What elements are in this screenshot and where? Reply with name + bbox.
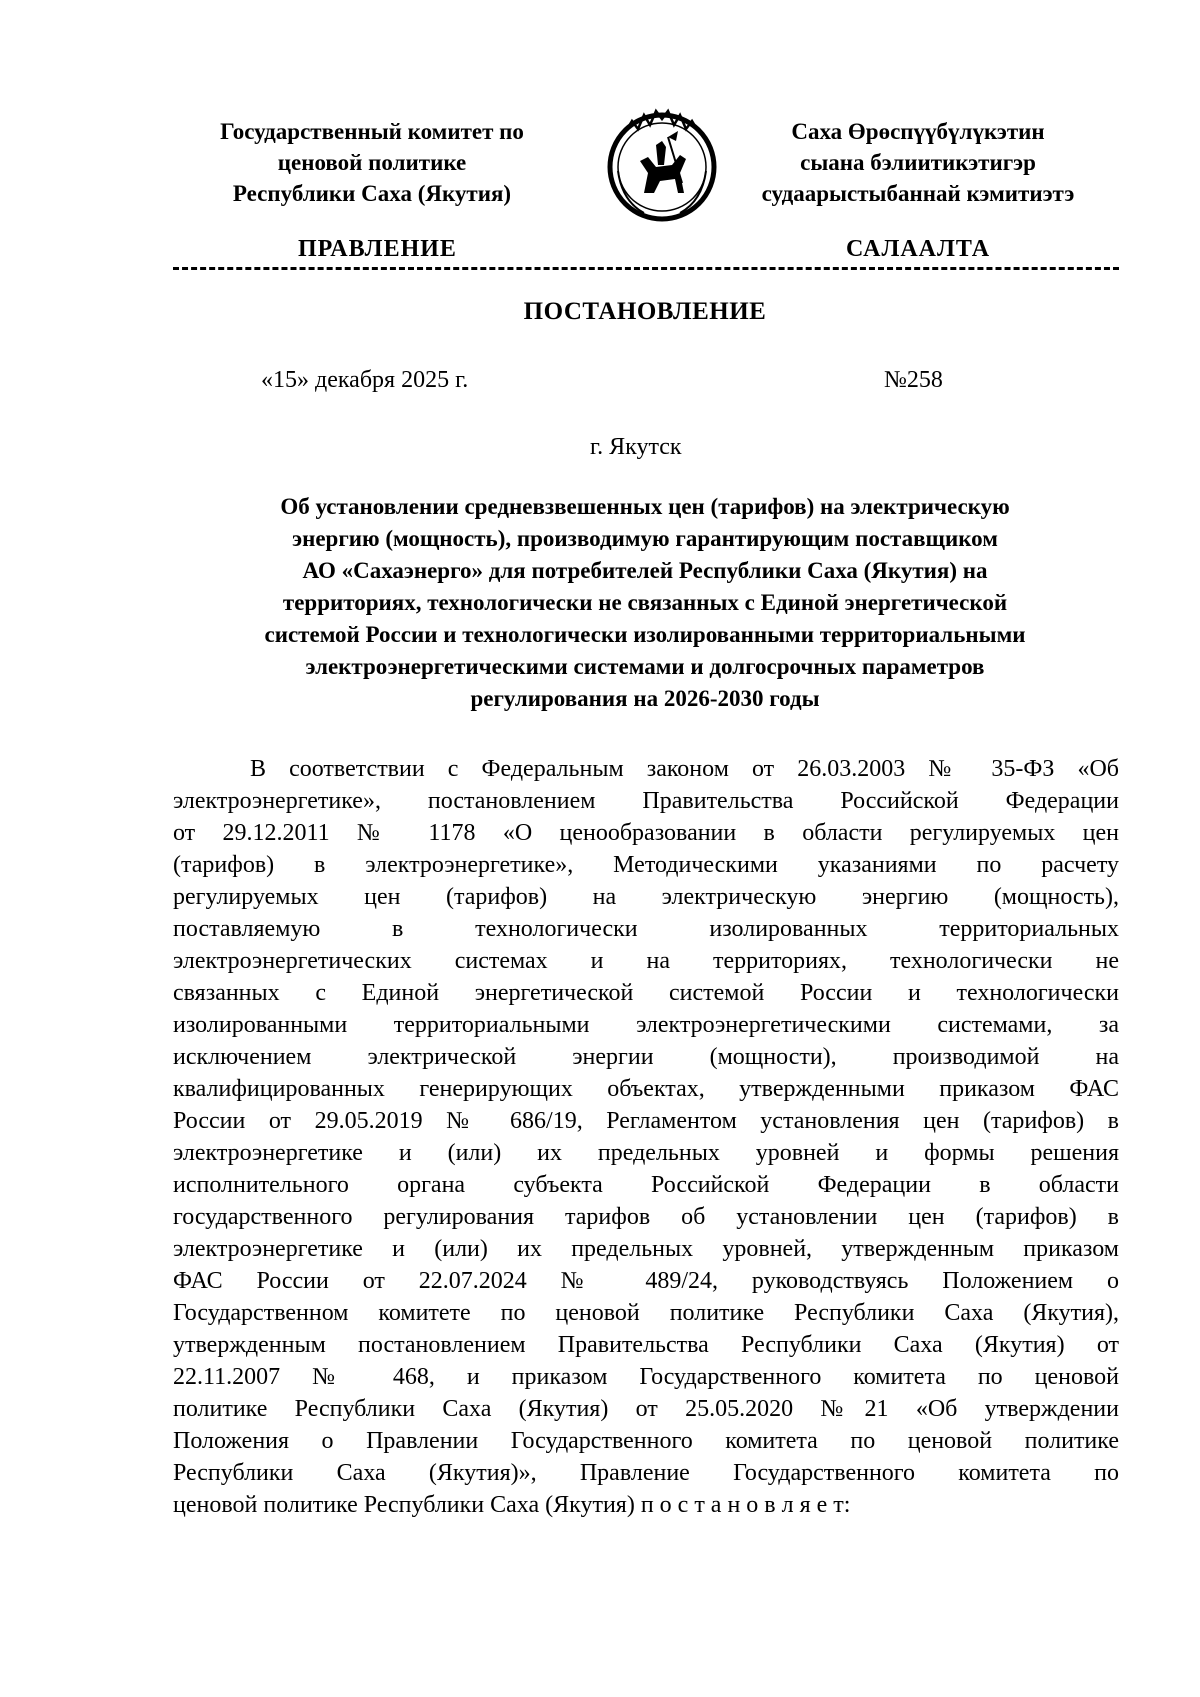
body-line: Положения о Правлении Государственного комитета по ценовой политике [173, 1428, 1119, 1454]
header-right-line: судаарыстыбаннай кэмитиэтэ [761, 181, 1075, 206]
title-line: электроэнергетическими системами и долгосрочных параметров [305, 654, 985, 679]
document-date: «15» декабря 2025 г. [261, 367, 469, 393]
body-line: (тарифов) в электроэнергетике», Методическими указаниями по расчету [173, 852, 1119, 878]
body-line: исполнительного органа субъекта Российской Федерации в области [173, 1172, 1119, 1198]
header-left-ru [178, 116, 566, 209]
body-line: России от 29.05.2019 № 686/19, Регламентом установления цен (тарифов) в [173, 1108, 1119, 1134]
body-line: от 29.12.2011 № 1178 «О ценообразовании в области регулируемых цен [173, 820, 1119, 846]
board-label-sakha: САЛААЛТА [846, 236, 991, 262]
document-title [172, 491, 1118, 715]
body-line: электроэнергетике и (или) их предельных уровней и формы решения [173, 1140, 1119, 1166]
body-line: ценовой политике Республики Саха (Якутия) п о с т а н о в л я е т: [173, 1492, 851, 1518]
document-body [173, 753, 1119, 1521]
header-right-sakha [722, 116, 1114, 209]
body-line: квалифицированных генерирующих объектах, утвержденными приказом ФАС [173, 1076, 1119, 1102]
header-left-line: ценовой политике [277, 150, 467, 175]
title-line: Об установлении средневзвешенных цен (тарифов) на электрическую [280, 494, 1010, 519]
body-line: электроэнергетике и (или) их предельных уровней, утвержденным приказом [173, 1236, 1119, 1262]
body-line: 22.11.2007 № 468, и приказом Государственного комитета по ценовой [173, 1364, 1119, 1390]
body-line: поставляемую в технологически изолированных территориальных [173, 916, 1119, 942]
document-number: №258 [884, 367, 943, 393]
document-city: г. Якутск [590, 434, 682, 460]
title-line: системой России и технологически изолированными территориальными [264, 622, 1026, 647]
body-line: регулируемых цен (тарифов) на электрическую энергию (мощность), [173, 884, 1119, 910]
header-left-line: Государственный комитет по [220, 119, 524, 144]
document-type: ПОСТАНОВЛЕНИЕ [523, 298, 767, 325]
title-line: АО «Сахаэнерго» для потребителей Республики Саха (Якутия) на [302, 558, 988, 583]
body-line: В соответствии с Федеральным законом от 26.03.2003 № 35-ФЗ «Об [250, 756, 1119, 782]
body-line: государственного регулирования тарифов об установлении цен (тарифов) в [173, 1204, 1119, 1230]
header-right-line: сыана бэлиитикэтигэр [800, 150, 1036, 175]
body-line: связанных с Единой энергетической системой России и технологически [173, 980, 1119, 1006]
body-line: изолированными территориальными электроэнергетическими системами, за [173, 1012, 1119, 1038]
header-right-line: Саха Өрөспүүбүлүкэтин [791, 119, 1045, 144]
body-line: исключением электрической энергии (мощности), производимой на [173, 1044, 1119, 1070]
body-line: электроэнергетических системах и на территориях, технологически не [173, 948, 1119, 974]
body-line: Республики Саха (Якутия)», Правление Государственного комитета по [173, 1460, 1119, 1486]
body-line: политике Республики Саха (Якутия) от 25.05.2020 №21 «Об утверждении [173, 1396, 1119, 1422]
title-line: регулирования на 2026-2030 годы [470, 686, 820, 711]
header-left-line: Республики Саха (Якутия) [232, 181, 512, 206]
body-line: электроэнергетике», постановлением Правительства Российской Федерации [173, 788, 1119, 814]
body-line: ФАС России от 22.07.2024 № 489/24, руководствуясь Положением о [173, 1268, 1119, 1294]
body-line: утвержденным постановлением Правительства Республики Саха (Якутия) от [173, 1332, 1119, 1358]
title-line: энергию (мощность), производимую гарантирующим поставщиком [292, 526, 998, 551]
title-line: территориях, технологически не связанных с Единой энергетической [282, 590, 1008, 615]
board-label-ru: ПРАВЛЕНИЕ [298, 236, 457, 262]
dashed-divider [173, 267, 1119, 270]
coat-of-arms-icon [600, 101, 725, 231]
body-line: Государственном комитете по ценовой политике Республики Саха (Якутия), [173, 1300, 1119, 1326]
